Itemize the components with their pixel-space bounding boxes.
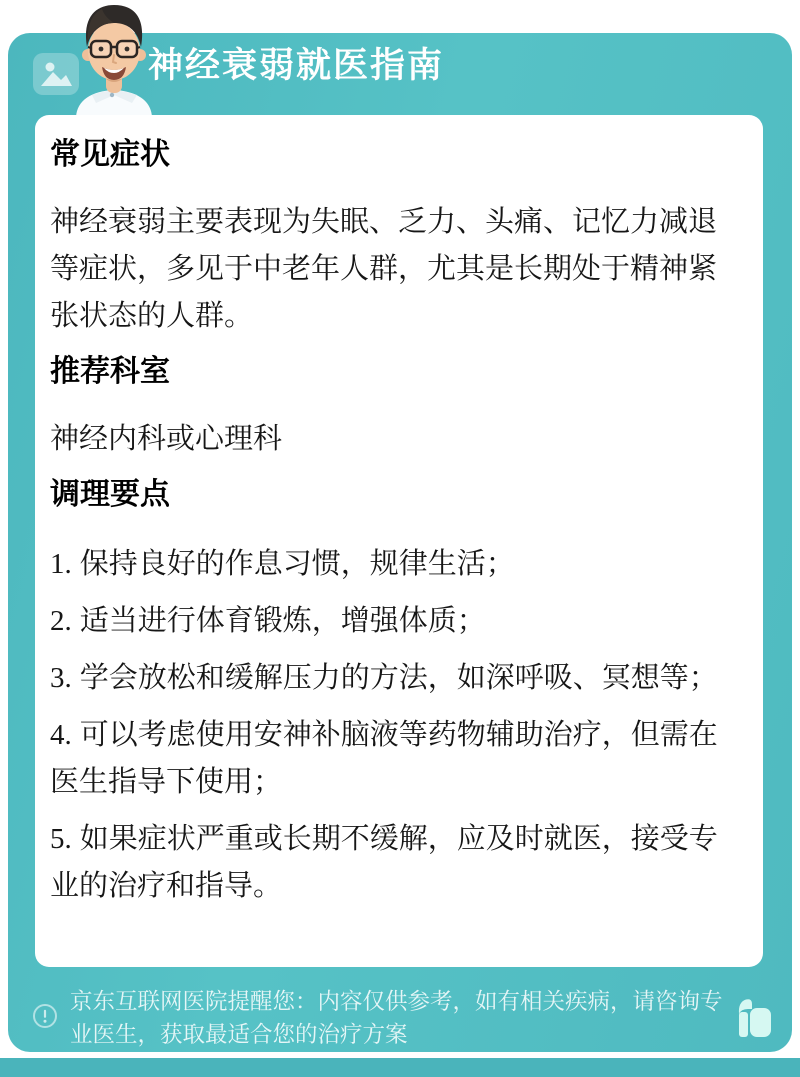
- section-heading-tips: 调理要点: [50, 478, 170, 511]
- symptoms-text: 神经衰弱主要表现为失眠、乏力、头痛、记忆力减退等症状，多见于中老年人群，尤其是长期处于精神紧张状态的人群。: [50, 206, 718, 332]
- content-card: [35, 115, 763, 967]
- disclaimer-text: 京东互联网医院提醒您：内容仅供参考，如有相关疾病，请咨询专业医生，获取最适合您的治疗方案: [70, 989, 723, 1047]
- tip-item-5: [50, 816, 745, 910]
- tip-text: 保持良好的作息习惯，规律生活；: [79, 548, 515, 580]
- tip-text: 适当进行体育锻炼，增强体质；: [79, 605, 486, 637]
- section-heading-department: 推荐科室: [50, 355, 170, 388]
- tip-text: 可以考虑使用安神补脑液等药物辅助治疗，但需在医生指导下使用；: [50, 719, 718, 798]
- tip-text: 如果症状严重或长期不缓解，应及时就医，接受专业的治疗和指导。: [50, 823, 718, 902]
- tip-item-3: [50, 655, 745, 702]
- consult-answer-bubble: [8, 33, 792, 1052]
- page-title: 神经衰弱就医指南: [148, 46, 445, 85]
- tip-number: 2.: [50, 605, 72, 637]
- tip-number: 4.: [50, 719, 72, 751]
- tip-item-4: [50, 712, 745, 806]
- next-card-edge: [0, 1058, 800, 1077]
- tip-number: 3.: [50, 662, 72, 694]
- info-icon: [32, 1003, 58, 1029]
- tip-number: 5.: [50, 823, 72, 855]
- tip-text: 学会放松和缓解压力的方法，如深呼吸、冥想等；: [79, 662, 718, 694]
- thumbs-up-icon[interactable]: [736, 997, 772, 1039]
- tip-item-1: [50, 541, 745, 588]
- disclaimer-bar: [32, 985, 772, 1051]
- tip-number: 1.: [50, 548, 72, 580]
- tip-item-2: [50, 598, 745, 645]
- section-heading-symptoms: 常见症状: [50, 138, 170, 171]
- department-text: 神经内科或心理科: [50, 423, 283, 455]
